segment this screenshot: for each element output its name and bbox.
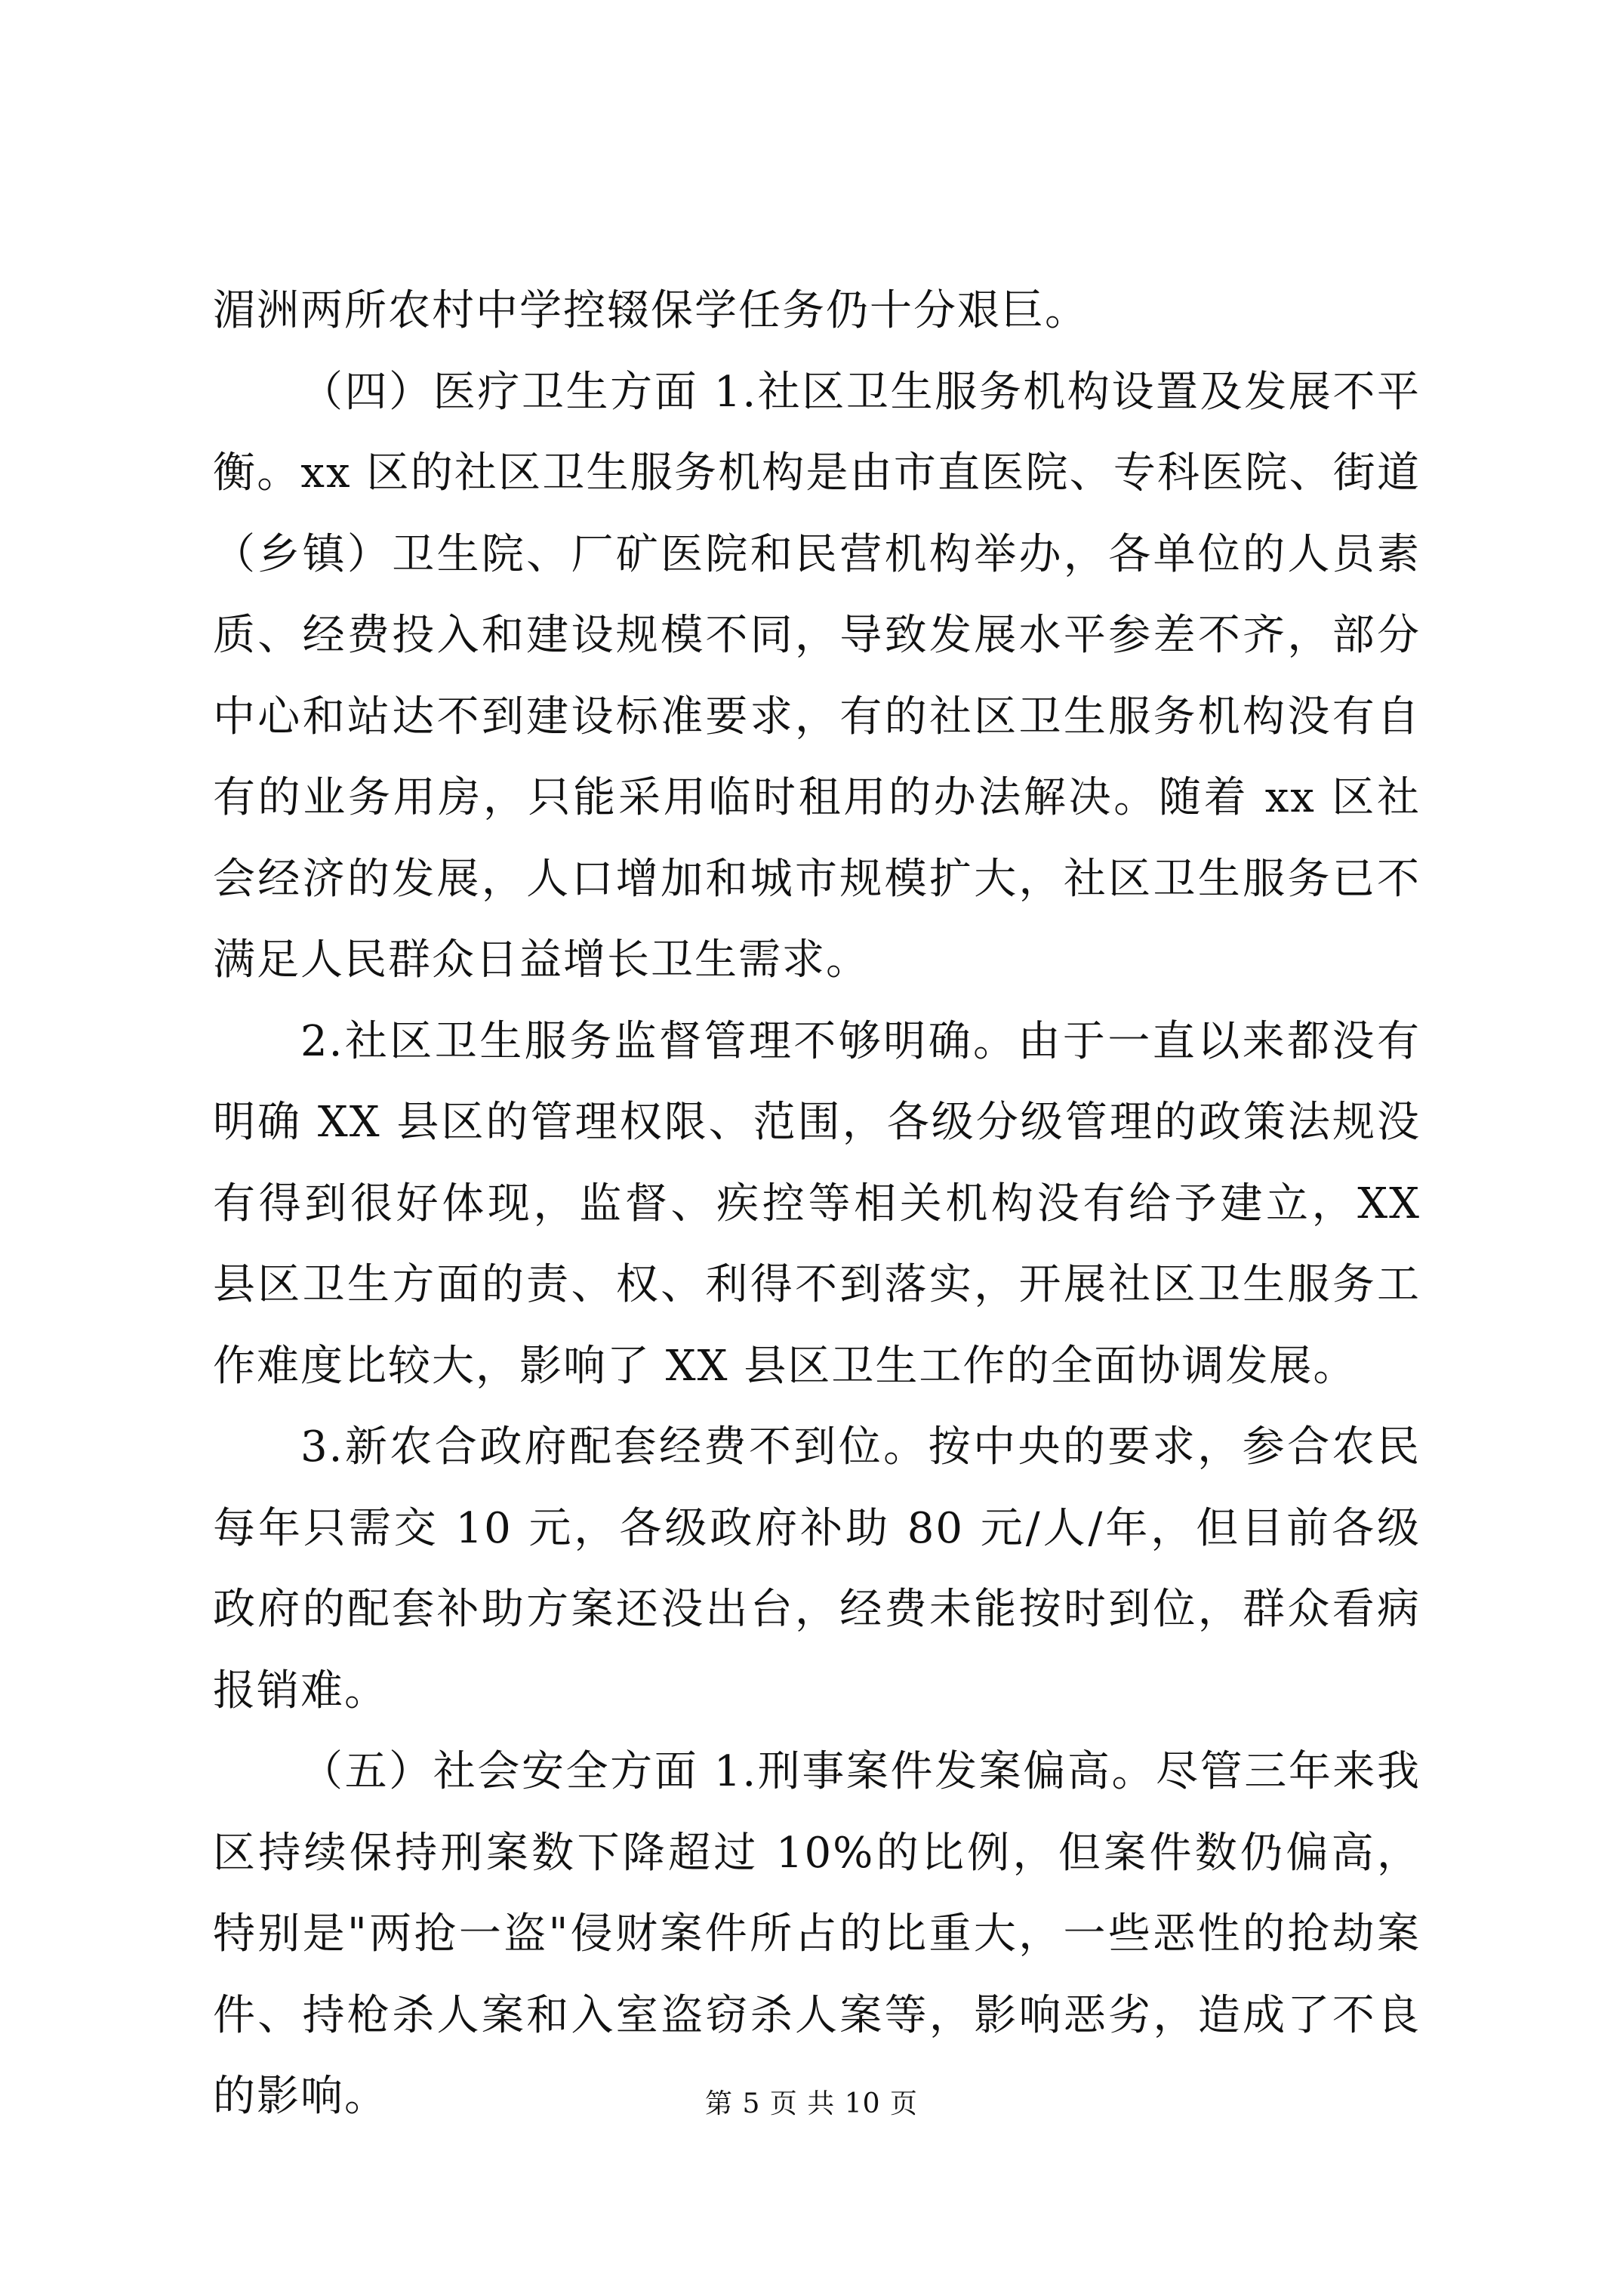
paragraph-rural-cooperative-medical: 3.新农合政府配套经费不到位。按中央的要求，参合农民每年只需交 10 元，各级政府补助 80 元/人/年，但目前各级政府的配套补助方案还没出台，经费未能按时到位，群众看病报销难。 [213,1422,1421,1715]
page-footer: 第 5 页 共 10 页 [705,2088,918,2119]
paragraph-continuation: 湄洲两所农村中学控辍保学任务仍十分艰巨。 [213,286,1089,335]
paragraph-supervision: 2.社区卫生服务监督管理不够明确。由于一直以来都没有明确 XX 县区的管理权限、范围，各级分级管理的政策法规没有得到很好体现，监督、疾控等相关机构没有给予建立，XX 县区卫生方面的责、权、利得不到落实，开展社区卫生服务工作难度比较大，影响了 XX 县区卫生工作的全面协调发展。 [213,1016,1421,1391]
paragraph-medical-health: （四）医疗卫生方面 1.社区卫生服务机构设置及发展不平衡。xx 区的社区卫生服务机构是由市直医院、专科医院、街道（乡镇）卫生院、厂矿医院和民营机构举办，各单位的人员素质、经费投入和建设规模不同，导致发展水平参差不齐，部分中心和站达不到建设标准要求，有的社区卫生服务机构没有自有的业务用房，只能采用临时租用的办法解决。随着 xx 区社会经济的发展，人口增加和城市规模扩大，社区卫生服务已不满足人民群众日益增长卫生需求。 [213,367,1421,985]
document-body [213,270,1421,2137]
paragraph-social-security: （五）社会安全方面 1.刑事案件发案偏高。尽管三年来我区持续保持刑案数下降超过 10%的比例，但案件数仍偏高，特别是"两抢一盗"侵财案件所占的比重大，一些恶性的抢劫案件、持枪杀人案和入室盗窃杀人案等，影响恶劣，造成了不良的影响。 [213,1747,1421,2121]
